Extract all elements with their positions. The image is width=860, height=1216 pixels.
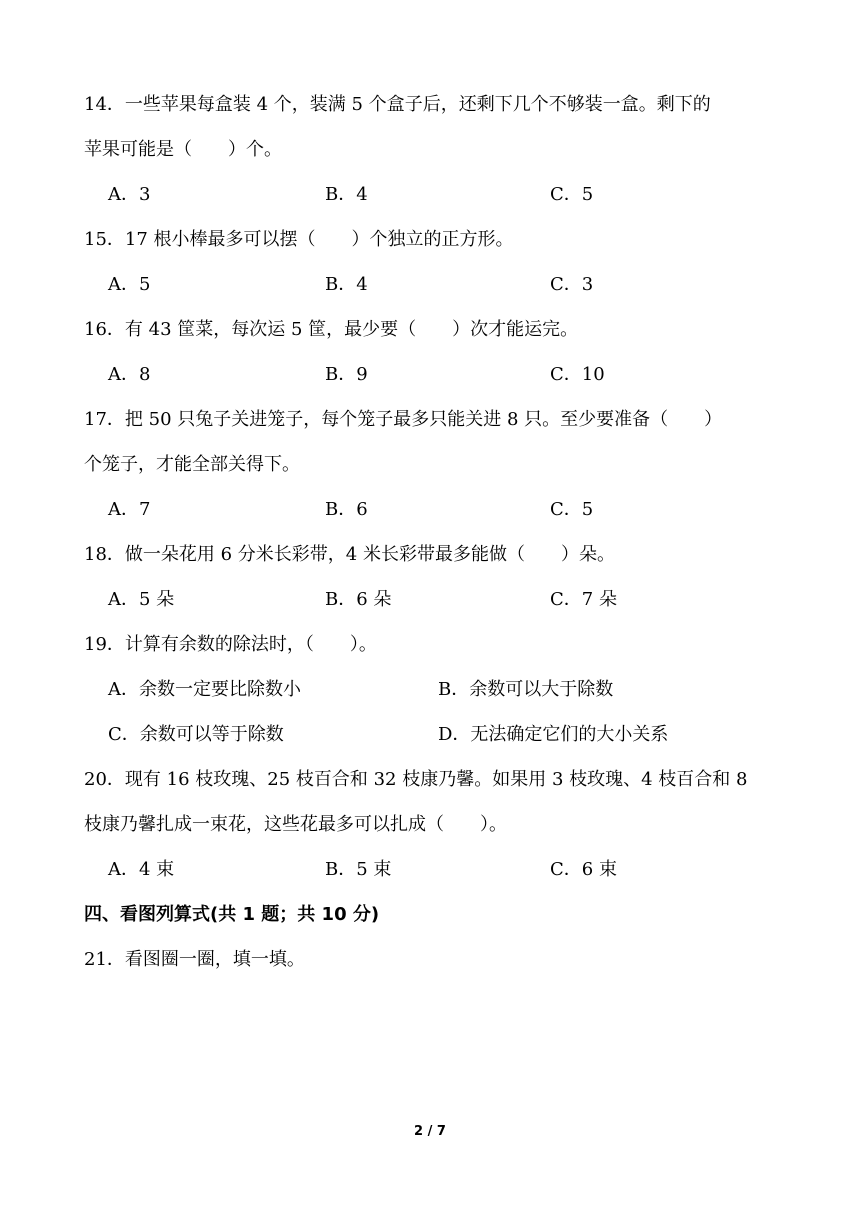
q19-option-d: D．无法确定它们的大小关系 <box>438 724 669 745</box>
q20-option-a: A．4 束 <box>108 859 175 880</box>
q19-option-b: B．余数可以大于除数 <box>438 679 614 700</box>
section-heading: 四、看图列算式(共 1 题；共 10 分) <box>84 904 380 925</box>
q17-stem-line1: 17．把 50 只兔子关进笼子，每个笼子最多只能关进 8 只。至少要准备（ ） <box>84 409 723 430</box>
q17-option-b: B．6 <box>325 499 368 520</box>
q18-option-b: B．6 朵 <box>325 589 392 610</box>
q16-stem: 16．有 43 筐菜，每次运 5 筐，最少要（ ）次才能运完。 <box>84 319 579 340</box>
q17-option-a: A．7 <box>108 499 151 520</box>
q14-option-a: A．3 <box>108 184 151 205</box>
q18-stem: 18．做一朵花用 6 分米长彩带，4 米长彩带最多能做（ ）朵。 <box>84 544 615 565</box>
q21-stem: 21．看图圈一圈，填一填。 <box>84 949 305 970</box>
q19-option-a: A．余数一定要比除数小 <box>108 679 301 700</box>
q15-option-c: C．3 <box>550 274 594 295</box>
q14-stem-line2: 苹果可能是（ ）个。 <box>84 139 282 160</box>
q16-option-c: C．10 <box>550 364 605 385</box>
q20-option-c: C．6 束 <box>550 859 617 880</box>
q19-option-c: C．余数可以等于除数 <box>108 724 284 745</box>
q19-stem: 19．计算有余数的除法时，（ ）。 <box>84 634 377 655</box>
q18-option-c: C．7 朵 <box>550 589 617 610</box>
q14-stem-line1: 14．一些苹果每盒装 4 个，装满 5 个盒子后，还剩下几个不够装一盒。剩下的 <box>84 94 711 115</box>
q16-option-b: B．9 <box>325 364 368 385</box>
q20-stem-line2: 枝康乃馨扎成一束花，这些花最多可以扎成（ ）。 <box>84 814 507 835</box>
q17-stem-line2: 个笼子，才能全部关得下。 <box>84 454 300 475</box>
page-number: 2 / 7 <box>414 1124 446 1139</box>
q16-option-a: A．8 <box>108 364 151 385</box>
q14-option-c: C．5 <box>550 184 594 205</box>
q14-option-b: B．4 <box>325 184 368 205</box>
q20-stem-line1: 20．现有 16 枝玫瑰、25 枝百合和 32 枝康乃馨。如果用 3 枝玫瑰、4 枝百合和 8 <box>84 769 748 790</box>
q15-stem: 15．17 根小棒最多可以摆（ ）个独立的正方形。 <box>84 229 514 250</box>
q18-option-a: A．5 朵 <box>108 589 175 610</box>
q17-option-c: C．5 <box>550 499 594 520</box>
q15-option-a: A．5 <box>108 274 151 295</box>
q20-option-b: B．5 束 <box>325 859 392 880</box>
q15-option-b: B．4 <box>325 274 368 295</box>
